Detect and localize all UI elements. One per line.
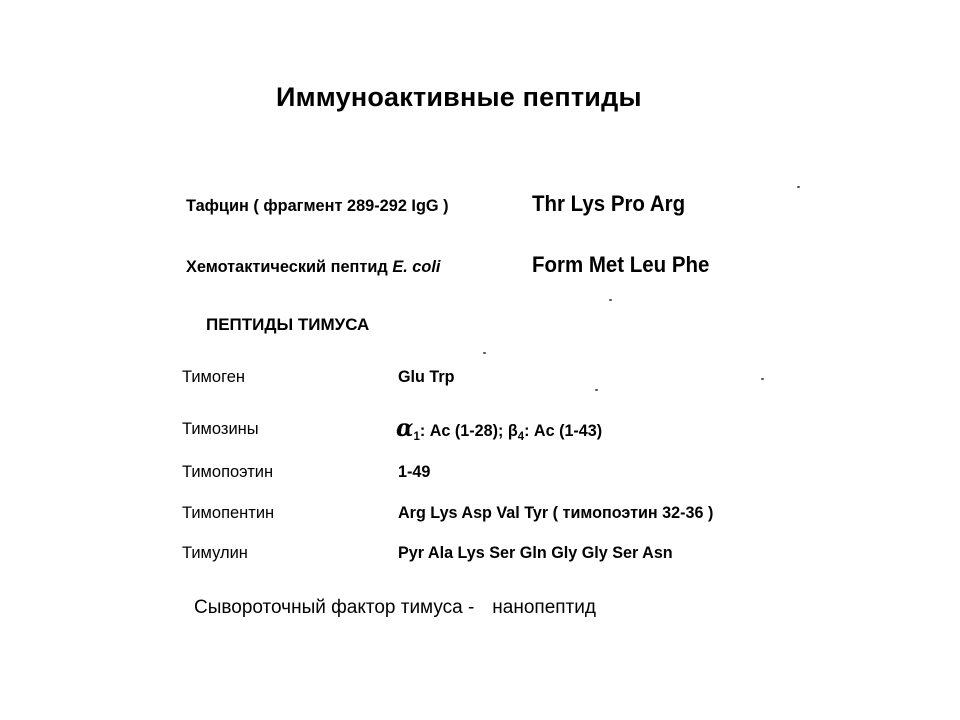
beta-symbol: β (507, 421, 518, 440)
chemotactic-peptide-label (186, 257, 440, 277)
alpha-symbol: α (396, 413, 414, 442)
scan-speck (797, 186, 800, 188)
thymulin-value: Pyr Ala Lys Ser Gln Gly Gly Ser Asn (398, 543, 673, 562)
scan-speck (483, 352, 486, 354)
alpha-range: : Ac (1-28); (419, 421, 508, 440)
thymulin-name: Тимулин (182, 543, 248, 562)
tuftsin-label (186, 196, 449, 216)
alpha-subscript: 1 (413, 429, 420, 443)
tuftsin-sequence: Thr Lys Pro Arg (532, 191, 686, 216)
thymus-peptides-heading: ПЕПТИДЫ ТИМУСА (206, 315, 370, 334)
thymogen-value: Glu Trp (398, 367, 455, 386)
serum-thymic-factor-value: нанопептид (492, 597, 596, 618)
scan-speck (609, 299, 612, 301)
thymopentin-value: Arg Lys Asp Val Tyr ( тимопоэтин 32-36 ) (398, 503, 714, 522)
thymosins-value (396, 413, 602, 443)
thymosins-name: Тимозины (182, 419, 259, 438)
chemotactic-peptide-label-text: Хемотактический пептид (186, 257, 393, 276)
serum-thymic-factor (194, 597, 596, 619)
tuftsin-label-text: Тафцин ( фрагмент 289-292 IgG ) (186, 196, 449, 215)
beta-range: : Ac (1-43) (524, 421, 603, 440)
ecoli-italic: E. coli (392, 257, 441, 276)
beta-subscript: 4 (517, 429, 525, 443)
thymopoietin-value: 1-49 (398, 462, 431, 481)
thymopoietin-name: Тимопоэтин (182, 462, 274, 481)
serum-thymic-factor-label: Сывороточный фактор тимуса - (194, 597, 475, 618)
scan-speck (761, 378, 764, 380)
page-title: Иммуноактивные пептиды (276, 82, 642, 112)
chemotactic-peptide-sequence: Form Met Leu Phe (532, 252, 710, 277)
thymogen-name: Тимоген (182, 367, 246, 386)
scan-speck (595, 389, 598, 391)
thymopentin-name: Тимопентин (182, 503, 275, 522)
